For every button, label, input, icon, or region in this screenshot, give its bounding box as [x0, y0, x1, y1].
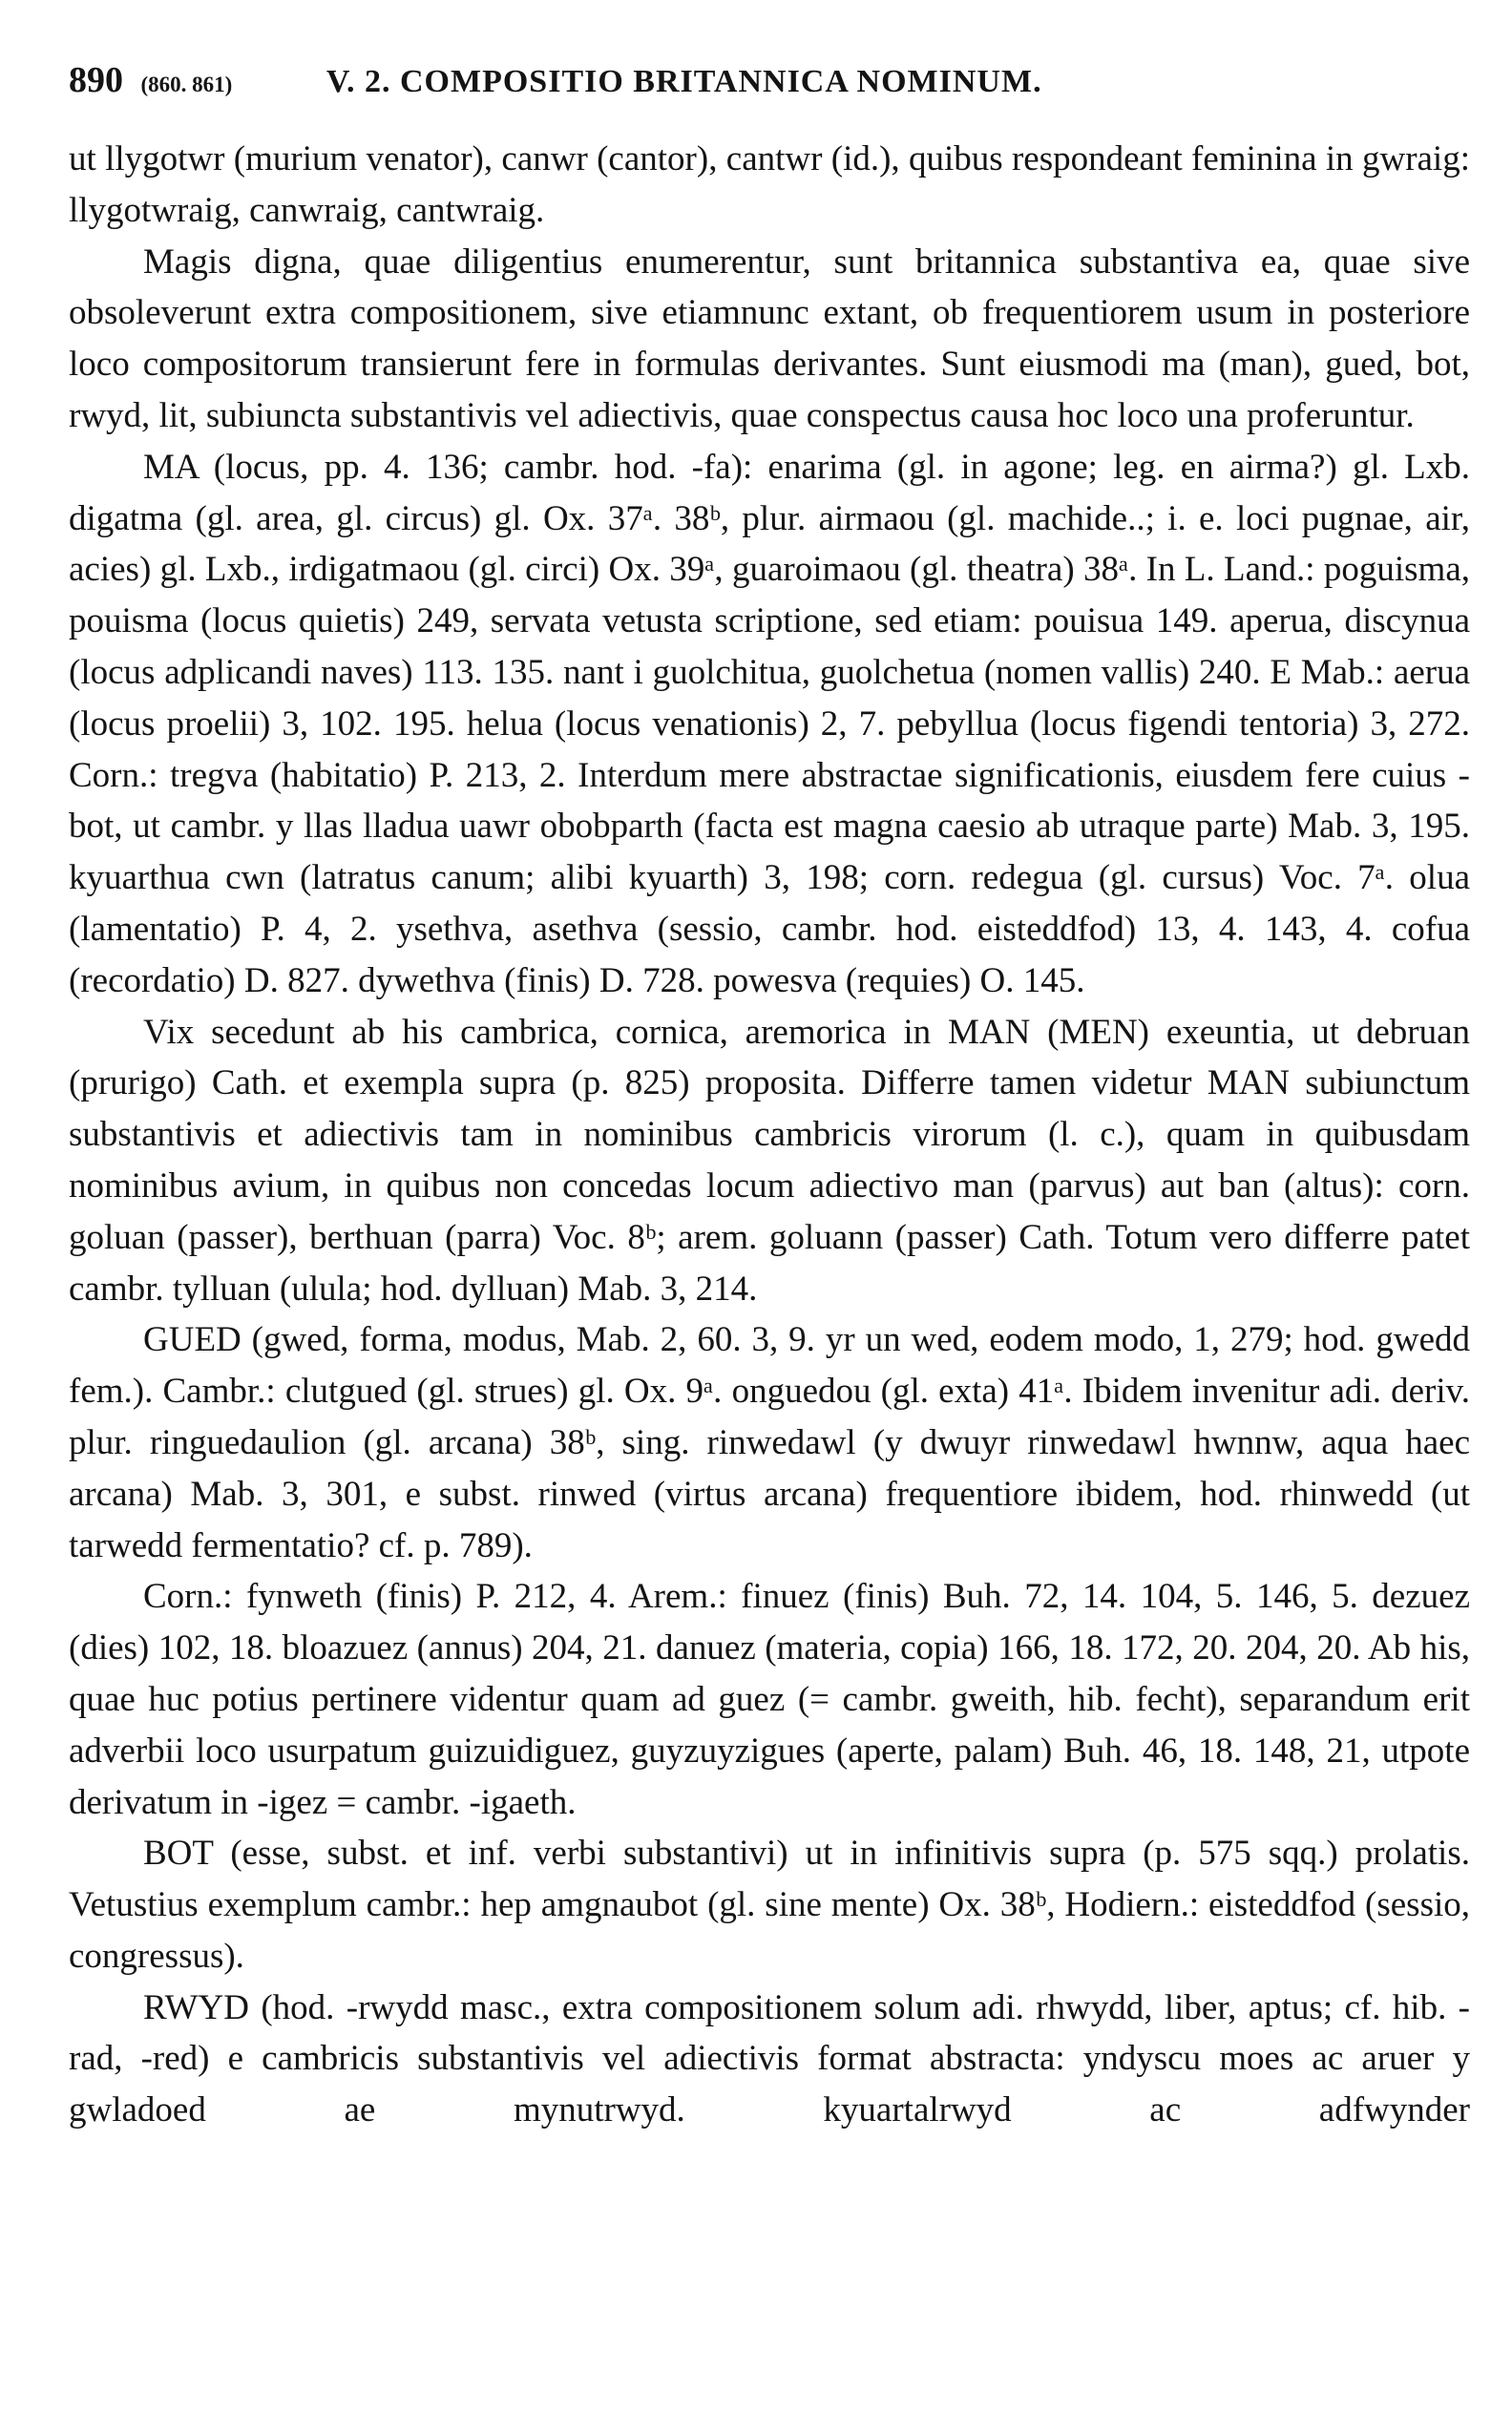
running-head [69, 59, 1470, 101]
column-reference: (860. 861) [140, 73, 233, 96]
body-text [69, 134, 1470, 2136]
paragraph-man: Vix secedunt ab his cambrica, cornica, aremorica in MAN (MEN) exeuntia, ut debruan (prurigo) Cath. et exempla supra (p. 825) proposita. Differre tamen videtur MAN subiunctum substantivis et adiectivis tam in nominibus cambricis virorum (l. c.), quam in quibusdam nominibus avium, in quibus non concedas locum adiectivo man (parvus) aut ban (altus): corn. goluan (passer), berthuan (parra) Voc. 8ᵇ; arem. goluann (passer) Cath. Totum vero differre patet cambr. tylluan (ulula; hod. dylluan) Mab. 3, 214. [69, 1012, 1470, 1309]
document-page [69, 59, 1470, 2136]
paragraph-bot: BOT (esse, subst. et inf. verbi substantivi) ut in infinitivis supra (p. 575 sqq.) prolatis. Vetustius exemplum cambr.: hep amgnaubot (gl. sine mente) Ox. 38ᵇ, Hodiern.: eisteddfod (sessio, congressus). [69, 1834, 1470, 1976]
paragraph-ma: MA (locus, pp. 4. 136; cambr. hod. -fa): enarima (gl. in agone; leg. en airma?) gl. Lxb. digatma (gl. area, gl. circus) gl. Ox. 37ᵃ. 38ᵇ, plur. airmaou (gl. machide..; i. e. loci pugnae, air, acies) gl. Lxb., irdigatmaou (gl. circi) Ox. 39ᵃ, guaroimaou (gl. theatra) 38ᵃ. In L. Land.: poguisma, pouisma (locus quietis) 249, servata vetusta scriptione, sed etiam: pouisua 149. aperua, discynua (locus adplicandi naves) 113. 135. nant i guolchitua, guolchetua (nomen vallis) 240. E Mab.: aerua (locus proelii) 3, 102. 195. helua (locus venationis) 2, 7. pebyllua (locus figendi tentoria) 3, 272. Corn.: tregva (habitatio) P. 213, 2. Interdum mere abstractae significationis, eiusdem fere cuius -bot, ut cambr. y llas lladua uawr obobparth (facta est magna caesio ab utraque parte) Mab. 3, 195. kyuarthua cwn (latratus canum; alibi kyuarth) 3, 198; corn. redegua (gl. cursus) Voc. 7ᵃ. olua (lamentatio) P. 4, 2. ysethva, asethva (sessio, cambr. hod. eisteddfod) 13, 4. 143, 4. cofua (recordatio) D. 827. dywethva (finis) D. 728. powesva (requies) O. 145. [69, 447, 1470, 1000]
paragraph: ut llygotwr (murium venator), canwr (cantor), cantwr (id.), quibus respondeant feminina in gwraig: llygotwraig, canwraig, cantwraig. [69, 139, 1470, 230]
running-title: V. 2. COMPOSITIO BRITANNICA NOMINUM. [326, 64, 1042, 99]
paragraph-cornish-aremoric: Corn.: fynweth (finis) P. 212, 4. Arem.: finuez (finis) Buh. 72, 14. 104, 5. 146, 5. dezuez (dies) 102, 18. bloazuez (annus) 204, 21. danuez (materia, copia) 166, 18. 172, 20. 204, 20. Ab his, quae huc potius pertinere videntur quam ad guez (= cambr. gweith, hib. fecht), separandum erit adverbii loco usurpatum guizuidiguez, guyzuyzigues (aperte, palam) Buh. 46, 18. 148, 21, utpote derivatum in -igez = cambr. -igaeth. [69, 1577, 1470, 1822]
paragraph-gued: GUED (gwed, forma, modus, Mab. 2, 60. 3, 9. yr un wed, eodem modo, 1, 279; hod. gwedd fem.). Cambr.: clutgued (gl. strues) gl. Ox. 9ᵃ. onguedou (gl. exta) 41ᵃ. Ibidem invenitur adi. deriv. plur. ringuedaulion (gl. arcana) 38ᵇ, sing. rinwedawl (y dwuyr rinwedawl hwnnw, aqua haec arcana) Mab. 3, 301, e subst. rinwed (virtus arcana) frequentiore ibidem, hod. rhinwedd (ut tarwedd fermentatio? cf. p. 789). [69, 1320, 1470, 1565]
page-number: 890 [69, 60, 123, 100]
paragraph: Magis digna, quae diligentius enumerentur, sunt britannica substantiva ea, quae sive obsoleverunt extra compositionem, sive etiamnunc extant, ob frequentiorem usum in posteriore loco compositorum transierunt fere in formulas derivantes. Sunt eiusmodi ma (man), gued, bot, rwyd, lit, subiuncta substantivis vel adiectivis, quae conspectus causa hoc loco una proferuntur. [69, 241, 1470, 435]
paragraph-rwyd: RWYD (hod. -rwydd masc., extra compositionem solum adi. rhwydd, liber, aptus; cf. hib. -rad, -red) e cambricis substantivis vel adiectivis format abstracta: yndyscu moes ac aruer y gwladoed ae mynutrwyd. kyuartalrwyd ac adfwynder [69, 1987, 1470, 2130]
